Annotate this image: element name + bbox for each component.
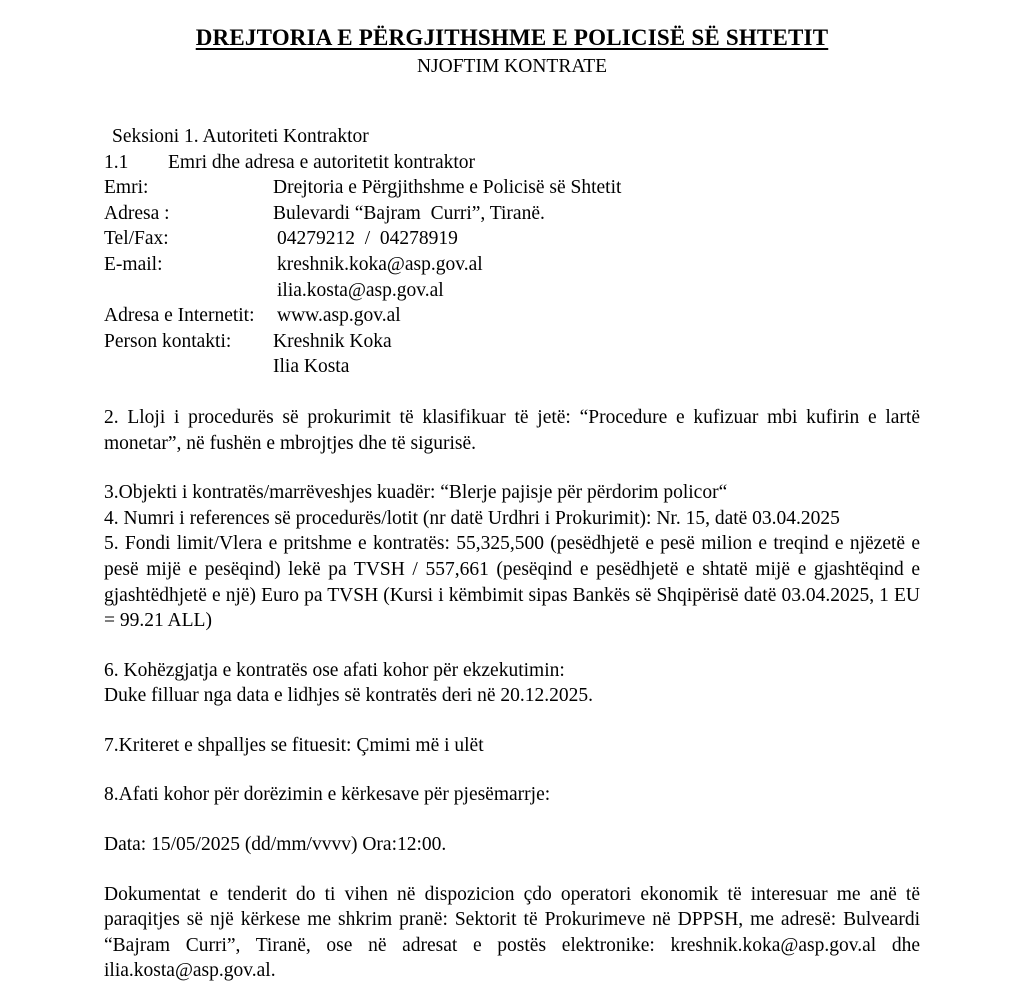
- field-row-address: [104, 201, 920, 227]
- section-7-text: 7.Kriteret e shpalljes se fituesit: Çmimi më i ulët: [104, 734, 484, 756]
- field-row-telfax: [104, 226, 920, 252]
- field-value-contact-primary: Kreshnik Koka: [273, 330, 392, 352]
- field-label-contact-spacer: [104, 354, 273, 380]
- field-value-contact-secondary: Ilia Kosta: [273, 356, 350, 378]
- field-row-email: [104, 252, 920, 278]
- section-4-text: 4. Numri i references së procedurës/lotit (nr datë Urdhri i Prokurimit): Nr. 15, datë 03.04.2025: [104, 507, 840, 529]
- field-value-email-primary: kreshnik.koka@asp.gov.al: [277, 253, 483, 275]
- page-title: DREJTORIA E PËRGJITHSHME E POLICISË SË SHTETIT: [195, 25, 829, 50]
- field-label-website: Adresa e Internetit:: [104, 305, 255, 327]
- section-3-text: 3.Objekti i kontratës/marrëveshjes kuadër: “Blerje pajisje për përdorim policor“: [104, 482, 728, 504]
- field-label-telfax: Tel/Fax:: [104, 228, 169, 250]
- section-2-text: 2. Lloji i procedurës së prokurimit të klasifikuar të jetë: “Procedure e kufizuar mbi kufirin e lartë monetar”, në fushën e mbrojtjes dhe të sigurisë.: [104, 406, 920, 454]
- section-6-heading: 6. Kohëzgjatja e kontratës ose afati kohor për ekzekutimin:: [104, 659, 565, 681]
- field-row-contact-secondary: [104, 354, 920, 380]
- section-1-subheading-text: Emri dhe adresa e autoritetit kontraktor: [168, 151, 476, 173]
- field-label-contact: Person kontakti:: [104, 330, 232, 352]
- document-subtitle: NJOFTIM KONTRATE: [416, 56, 608, 78]
- section-1: [104, 124, 920, 380]
- field-value-name: Drejtoria e Përgjithshme e Policisë së Shtetit: [273, 177, 622, 199]
- document-page: [0, 24, 1024, 982]
- field-row-website: [104, 303, 920, 329]
- field-row-email-secondary: [104, 278, 920, 304]
- section-8-heading: 8.Afati kohor për dorëzimin e kërkesave për pjesëmarrje:: [104, 784, 551, 806]
- section-1-subheading-number: 1.1: [104, 151, 129, 173]
- field-value-address: Bulevardi “Bajram Curri”, Tiranë.: [273, 202, 545, 224]
- field-row-name: [104, 175, 920, 201]
- field-label-email-spacer: [104, 278, 273, 304]
- field-label-name: Emri:: [104, 177, 149, 199]
- document-body: [104, 24, 920, 984]
- closing-paragraph: Dokumentat e tenderit do ti vihen në dispozicion çdo operatori ekonomik të interesuar me anë të paraqitjes së një kërkese me shkrim pranë: Sektorit të Prokurimeve në DPPSH, me adresë: Bulveardi “Bajram Curri”, Tiranë, ose në adresat e postës elektronike: kreshnik.koka@asp.gov.al dhe ilia.kosta@asp.gov.al.: [104, 883, 920, 982]
- section-5-text: 5. Fondi limit/Vlera e pritshme e kontratës: 55,325,500 (pesëdhjetë e pesë milion e treqind e njëzetë e pesë mijë e pesëqind) lekë pa TVSH / 557,661 (pesëqind e pesëdhjetë e shtatë mijë e gjashtëqind e gjashtëdhjetë e një) Euro pa TVSH (Kursi i këmbimit sipas Bankës së Shqipërisë datë 03.04.2025, 1 EU = 99.21 ALL): [104, 533, 920, 632]
- section-1-subheading: [104, 150, 920, 176]
- field-value-website: www.asp.gov.al: [277, 305, 401, 327]
- field-row-contact: [104, 329, 920, 355]
- section-1-heading: Seksioni 1. Autoriteti Kontraktor: [112, 126, 369, 147]
- field-label-email: E-mail:: [104, 253, 163, 275]
- section-6-text: Duke filluar nga data e lidhjes së kontratës deri në 20.12.2025.: [104, 685, 593, 707]
- field-value-telfax: 04279212 / 04278919: [277, 228, 458, 250]
- section-8-date-line: Data: 15/05/2025 (dd/mm/vvvv) Ora:12:00.: [104, 834, 447, 856]
- field-label-address: Adresa :: [104, 202, 170, 224]
- field-value-email-secondary: ilia.kosta@asp.gov.al: [277, 279, 444, 301]
